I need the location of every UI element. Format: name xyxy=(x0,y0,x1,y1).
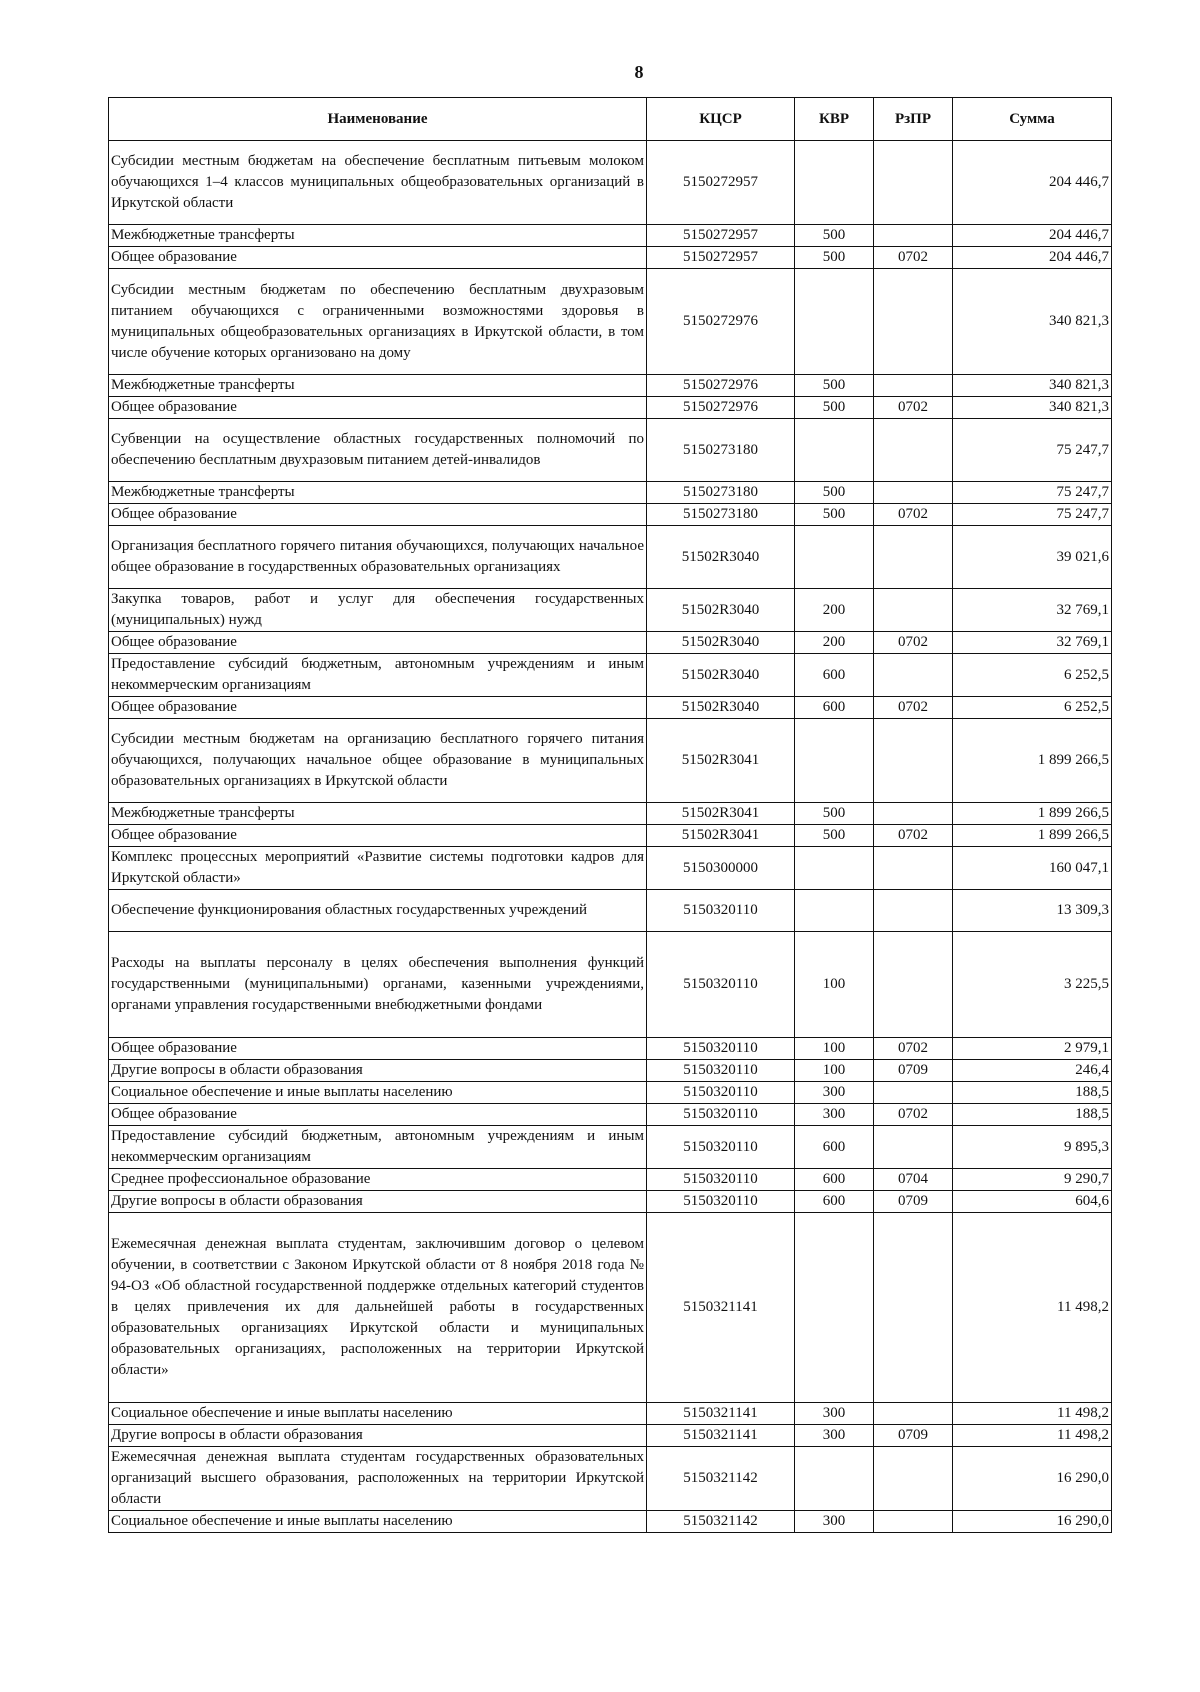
table-cell-kvr xyxy=(795,890,874,932)
table-row xyxy=(109,654,1112,697)
table-cell-name: Межбюджетные трансферты xyxy=(109,225,647,247)
table-cell-kcsr: 5150320110 xyxy=(647,932,795,1038)
table-cell-kvr xyxy=(795,1213,874,1403)
table-cell-kcsr: 5150273180 xyxy=(647,482,795,504)
table-row xyxy=(109,1060,1112,1082)
header-name: Наименование xyxy=(109,98,647,141)
table-cell-rzpr xyxy=(874,589,953,632)
table-row xyxy=(109,1082,1112,1104)
table-cell-kvr: 500 xyxy=(795,825,874,847)
table-cell-kcsr: 5150273180 xyxy=(647,419,795,482)
table-cell-name: Предоставление субсидий бюджетным, автономным учреждениям и иным некоммерческим организациям xyxy=(109,1126,647,1169)
table-cell-rzpr: 0702 xyxy=(874,1038,953,1060)
table-row xyxy=(109,482,1112,504)
table-row xyxy=(109,1191,1112,1213)
table-cell-kvr: 500 xyxy=(795,225,874,247)
table-cell-kvr: 500 xyxy=(795,803,874,825)
table-row xyxy=(109,247,1112,269)
table-cell-kvr: 600 xyxy=(795,654,874,697)
table-cell-sum: 75 247,7 xyxy=(953,419,1112,482)
table-cell-kvr: 200 xyxy=(795,632,874,654)
table-cell-kvr: 500 xyxy=(795,375,874,397)
table-cell-name: Ежемесячная денежная выплата студентам, заключившим договор о целевом обучении, в соответствии с Законом Иркутской области от 8 ноября 2018 года № 94-ОЗ «Об областной государственной поддержке отдельных категорий студентов в целях привлечения их для дальнейшей работы в государственных образовательных организациях Иркутской области и муниципальных образовательных организациях, расположенных на территории Иркутской области» xyxy=(109,1213,647,1403)
table-row xyxy=(109,719,1112,803)
table-cell-name: Другие вопросы в области образования xyxy=(109,1191,647,1213)
table-row xyxy=(109,1213,1112,1403)
table-cell-kvr xyxy=(795,719,874,803)
table-cell-kcsr: 5150320110 xyxy=(647,1126,795,1169)
table-row xyxy=(109,375,1112,397)
table-row xyxy=(109,632,1112,654)
table-cell-sum: 160 047,1 xyxy=(953,847,1112,890)
table-cell-sum: 188,5 xyxy=(953,1104,1112,1126)
header-sum: Сумма xyxy=(953,98,1112,141)
table-cell-kcsr: 5150320110 xyxy=(647,1104,795,1126)
table-cell-kvr: 100 xyxy=(795,932,874,1038)
table-row xyxy=(109,225,1112,247)
table-cell-rzpr: 0702 xyxy=(874,825,953,847)
table-cell-kcsr: 51502R3040 xyxy=(647,589,795,632)
table-cell-sum: 11 498,2 xyxy=(953,1425,1112,1447)
table-row xyxy=(109,803,1112,825)
table-row xyxy=(109,1403,1112,1425)
table-cell-sum: 6 252,5 xyxy=(953,697,1112,719)
table-cell-sum: 246,4 xyxy=(953,1060,1112,1082)
table-cell-rzpr xyxy=(874,719,953,803)
table-cell-rzpr xyxy=(874,932,953,1038)
table-cell-sum: 204 446,7 xyxy=(953,141,1112,225)
table-cell-name: Общее образование xyxy=(109,1104,647,1126)
table-cell-name: Субсидии местным бюджетам на обеспечение бесплатным питьевым молоком обучающихся 1–4 классов муниципальных общеобразовательных организаций в Иркутской области xyxy=(109,141,647,225)
table-cell-kvr: 300 xyxy=(795,1104,874,1126)
table-cell-kcsr: 5150320110 xyxy=(647,1169,795,1191)
table-cell-kcsr: 5150273180 xyxy=(647,504,795,526)
table-cell-sum: 340 821,3 xyxy=(953,397,1112,419)
table-row xyxy=(109,932,1112,1038)
header-rzpr: РзПР xyxy=(874,98,953,141)
table-cell-name: Социальное обеспечение и иные выплаты населению xyxy=(109,1082,647,1104)
table-cell-kcsr: 5150272957 xyxy=(647,225,795,247)
page-number: 8 xyxy=(634,62,644,82)
table-cell-name: Общее образование xyxy=(109,504,647,526)
table-cell-kcsr: 5150321141 xyxy=(647,1425,795,1447)
table-cell-name: Комплекс процессных мероприятий «Развитие системы подготовки кадров для Иркутской области» xyxy=(109,847,647,890)
table-cell-sum: 604,6 xyxy=(953,1191,1112,1213)
table-cell-name: Межбюджетные трансферты xyxy=(109,482,647,504)
table-cell-kcsr: 5150321141 xyxy=(647,1213,795,1403)
table-row xyxy=(109,526,1112,589)
table-header-row xyxy=(109,98,1112,141)
table-cell-name: Общее образование xyxy=(109,1038,647,1060)
table-row xyxy=(109,419,1112,482)
table-cell-name: Общее образование xyxy=(109,825,647,847)
table-cell-sum: 3 225,5 xyxy=(953,932,1112,1038)
budget-table xyxy=(108,97,1112,1533)
table-cell-sum: 9 290,7 xyxy=(953,1169,1112,1191)
table-cell-sum: 32 769,1 xyxy=(953,632,1112,654)
table-row xyxy=(109,1038,1112,1060)
table-cell-kvr: 600 xyxy=(795,1126,874,1169)
table-row xyxy=(109,589,1112,632)
table-cell-rzpr xyxy=(874,1447,953,1511)
table-cell-kvr: 600 xyxy=(795,1191,874,1213)
table-cell-rzpr: 0702 xyxy=(874,504,953,526)
table-cell-kcsr: 51502R3041 xyxy=(647,825,795,847)
table-cell-kvr: 500 xyxy=(795,482,874,504)
table-cell-sum: 75 247,7 xyxy=(953,482,1112,504)
table-cell-rzpr xyxy=(874,1511,953,1533)
table-cell-rzpr xyxy=(874,419,953,482)
table-row xyxy=(109,890,1112,932)
table-cell-kvr xyxy=(795,269,874,375)
table-cell-name: Среднее профессиональное образование xyxy=(109,1169,647,1191)
table-cell-kvr: 500 xyxy=(795,504,874,526)
table-cell-kvr xyxy=(795,847,874,890)
table-cell-sum: 204 446,7 xyxy=(953,247,1112,269)
table-row xyxy=(109,397,1112,419)
table-cell-rzpr: 0709 xyxy=(874,1191,953,1213)
table-cell-sum: 340 821,3 xyxy=(953,269,1112,375)
table-cell-name: Общее образование xyxy=(109,697,647,719)
table-cell-kcsr: 51502R3040 xyxy=(647,697,795,719)
table-cell-kcsr: 5150272976 xyxy=(647,397,795,419)
table-cell-sum: 340 821,3 xyxy=(953,375,1112,397)
table-cell-sum: 13 309,3 xyxy=(953,890,1112,932)
table-cell-kcsr: 5150320110 xyxy=(647,1060,795,1082)
table-cell-sum: 6 252,5 xyxy=(953,654,1112,697)
table-cell-kcsr: 5150321142 xyxy=(647,1447,795,1511)
header-kcsr: КЦСР xyxy=(647,98,795,141)
table-cell-rzpr xyxy=(874,1126,953,1169)
table-row xyxy=(109,825,1112,847)
table-cell-sum: 16 290,0 xyxy=(953,1447,1112,1511)
table-cell-sum: 32 769,1 xyxy=(953,589,1112,632)
table-row xyxy=(109,504,1112,526)
table-cell-name: Ежемесячная денежная выплата студентам государственных образовательных организаций высшего образования, расположенных на территории Иркутской области xyxy=(109,1447,647,1511)
table-row xyxy=(109,1511,1112,1533)
table-cell-rzpr: 0702 xyxy=(874,397,953,419)
table-cell-kvr: 100 xyxy=(795,1060,874,1082)
table-cell-kvr: 300 xyxy=(795,1425,874,1447)
table-cell-sum: 16 290,0 xyxy=(953,1511,1112,1533)
table-row xyxy=(109,1425,1112,1447)
table-cell-rzpr xyxy=(874,141,953,225)
table-row xyxy=(109,141,1112,225)
table-row xyxy=(109,697,1112,719)
table-cell-rzpr: 0704 xyxy=(874,1169,953,1191)
table-cell-kvr: 600 xyxy=(795,1169,874,1191)
table-cell-rzpr: 0702 xyxy=(874,632,953,654)
table-cell-kcsr: 5150272957 xyxy=(647,247,795,269)
table-cell-rzpr xyxy=(874,803,953,825)
table-cell-name: Закупка товаров, работ и услуг для обеспечения государственных (муниципальных) нужд xyxy=(109,589,647,632)
table-cell-kcsr: 51502R3041 xyxy=(647,803,795,825)
table-cell-kcsr: 5150320110 xyxy=(647,1191,795,1213)
table-cell-name: Общее образование xyxy=(109,397,647,419)
table-cell-name: Другие вопросы в области образования xyxy=(109,1425,647,1447)
table-cell-sum: 11 498,2 xyxy=(953,1403,1112,1425)
table-cell-name: Межбюджетные трансферты xyxy=(109,803,647,825)
table-row xyxy=(109,1104,1112,1126)
table-cell-rzpr xyxy=(874,526,953,589)
table-cell-sum: 9 895,3 xyxy=(953,1126,1112,1169)
table-cell-rzpr xyxy=(874,847,953,890)
table-cell-kvr: 100 xyxy=(795,1038,874,1060)
table-cell-kvr xyxy=(795,419,874,482)
table-cell-rzpr xyxy=(874,269,953,375)
table-row xyxy=(109,269,1112,375)
table-cell-rzpr xyxy=(874,375,953,397)
table-cell-kcsr: 5150320110 xyxy=(647,1038,795,1060)
table-cell-kcsr: 51502R3040 xyxy=(647,526,795,589)
table-cell-kcsr: 5150321141 xyxy=(647,1403,795,1425)
table-cell-rzpr: 0702 xyxy=(874,1104,953,1126)
table-cell-name: Социальное обеспечение и иные выплаты населению xyxy=(109,1511,647,1533)
table-cell-kcsr: 5150320110 xyxy=(647,1082,795,1104)
table-cell-rzpr: 0702 xyxy=(874,697,953,719)
table-cell-sum: 2 979,1 xyxy=(953,1038,1112,1060)
table-cell-kcsr: 5150272976 xyxy=(647,375,795,397)
table-cell-name: Расходы на выплаты персоналу в целях обеспечения выполнения функций государственными (муниципальными) органами, казенными учреждениями, органами управления государственными внебюджетными фондами xyxy=(109,932,647,1038)
table-cell-kcsr: 5150272957 xyxy=(647,141,795,225)
table-cell-name: Субвенции на осуществление областных государственных полномочий по обеспечению бесплатным двухразовым питанием детей-инвалидов xyxy=(109,419,647,482)
table-cell-sum: 11 498,2 xyxy=(953,1213,1112,1403)
table-cell-name: Социальное обеспечение и иные выплаты населению xyxy=(109,1403,647,1425)
table-cell-kcsr: 51502R3040 xyxy=(647,654,795,697)
table-cell-kvr xyxy=(795,526,874,589)
table-cell-kvr: 300 xyxy=(795,1403,874,1425)
table-cell-name: Субсидии местным бюджетам на организацию бесплатного горячего питания обучающихся, получающих начальное общее образование в муниципальных образовательных организациях в Иркутской области xyxy=(109,719,647,803)
table-cell-rzpr: 0702 xyxy=(874,247,953,269)
table-cell-kcsr: 51502R3041 xyxy=(647,719,795,803)
table-cell-rzpr: 0709 xyxy=(874,1060,953,1082)
table-cell-rzpr xyxy=(874,1403,953,1425)
table-cell-rzpr xyxy=(874,1213,953,1403)
table-cell-kvr: 600 xyxy=(795,697,874,719)
table-cell-sum: 1 899 266,5 xyxy=(953,719,1112,803)
table-cell-kcsr: 5150321142 xyxy=(647,1511,795,1533)
table-row xyxy=(109,847,1112,890)
table-cell-name: Межбюджетные трансферты xyxy=(109,375,647,397)
table-cell-name: Общее образование xyxy=(109,632,647,654)
table-cell-rzpr xyxy=(874,890,953,932)
table-cell-name: Организация бесплатного горячего питания обучающихся, получающих начальное общее образование в государственных образовательных организациях xyxy=(109,526,647,589)
table-cell-sum: 75 247,7 xyxy=(953,504,1112,526)
table-row xyxy=(109,1126,1112,1169)
table-cell-rzpr xyxy=(874,654,953,697)
table-cell-sum: 1 899 266,5 xyxy=(953,803,1112,825)
table-cell-kvr: 500 xyxy=(795,397,874,419)
table-cell-sum: 1 899 266,5 xyxy=(953,825,1112,847)
table-cell-kcsr: 5150300000 xyxy=(647,847,795,890)
table-cell-name: Субсидии местным бюджетам по обеспечению бесплатным двухразовым питанием обучающихся с ограниченными возможностями здоровья в муниципальных общеобразовательных организациях в Иркутской области, в том числе обучение которых организовано на дому xyxy=(109,269,647,375)
table-row xyxy=(109,1169,1112,1191)
table-cell-kcsr: 51502R3040 xyxy=(647,632,795,654)
table-row xyxy=(109,1447,1112,1511)
table-cell-sum: 39 021,6 xyxy=(953,526,1112,589)
table-cell-name: Предоставление субсидий бюджетным, автономным учреждениям и иным некоммерческим организациям xyxy=(109,654,647,697)
table-cell-name: Обеспечение функционирования областных государственных учреждений xyxy=(109,890,647,932)
table-cell-kvr: 300 xyxy=(795,1511,874,1533)
table-cell-rzpr xyxy=(874,1082,953,1104)
table-cell-name: Общее образование xyxy=(109,247,647,269)
table-cell-kvr: 200 xyxy=(795,589,874,632)
header-kvr: КВР xyxy=(795,98,874,141)
table-cell-kvr: 300 xyxy=(795,1082,874,1104)
table-cell-kcsr: 5150320110 xyxy=(647,890,795,932)
table-cell-rzpr xyxy=(874,482,953,504)
table-cell-rzpr: 0709 xyxy=(874,1425,953,1447)
table-cell-rzpr xyxy=(874,225,953,247)
table-cell-sum: 188,5 xyxy=(953,1082,1112,1104)
table-cell-kvr xyxy=(795,141,874,225)
table-cell-kvr xyxy=(795,1447,874,1511)
table-cell-name: Другие вопросы в области образования xyxy=(109,1060,647,1082)
table-cell-kcsr: 5150272976 xyxy=(647,269,795,375)
table-cell-sum: 204 446,7 xyxy=(953,225,1112,247)
table-cell-kvr: 500 xyxy=(795,247,874,269)
